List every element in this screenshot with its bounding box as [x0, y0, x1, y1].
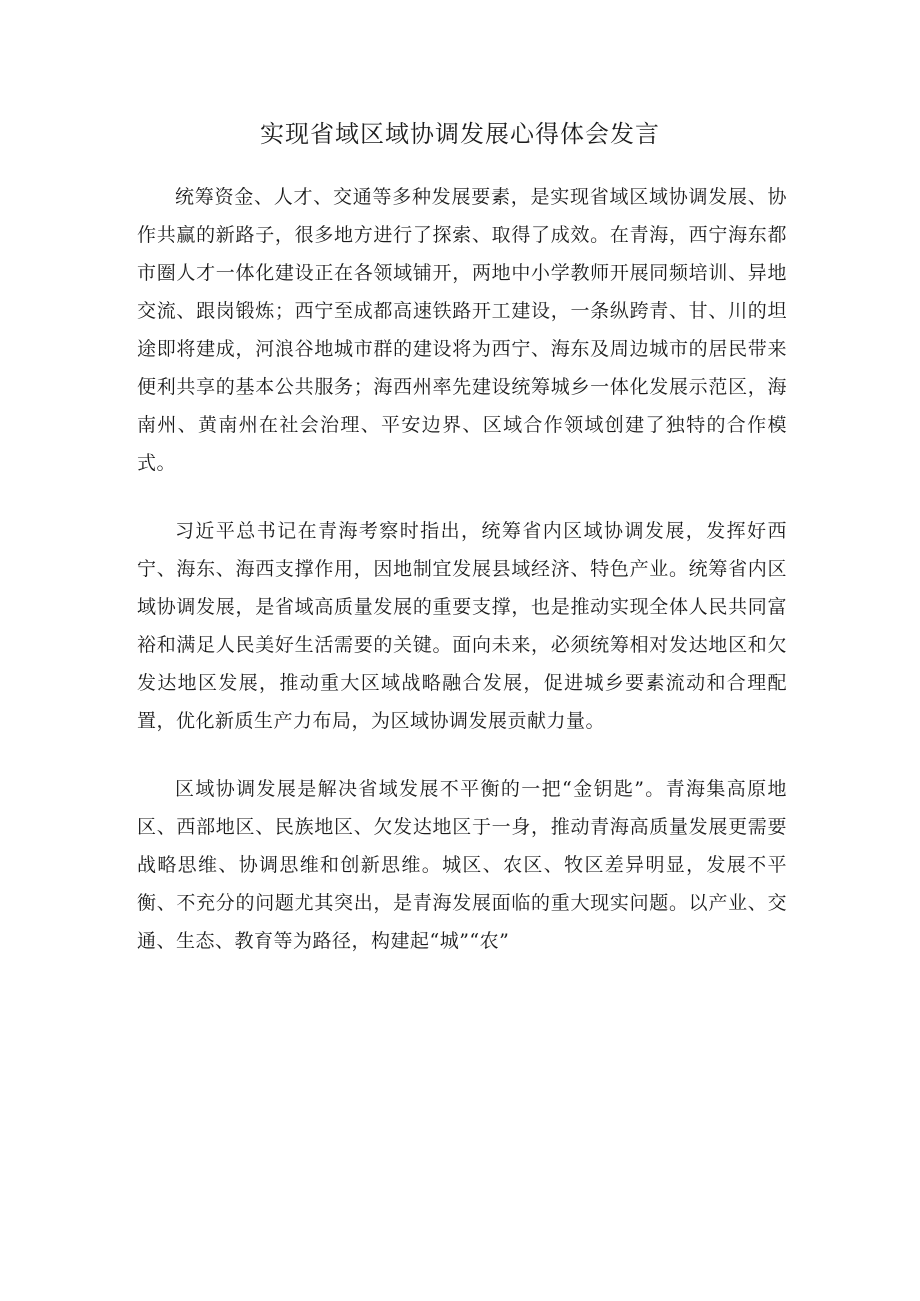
document-body — [137, 178, 787, 990]
document-title: 实现省域区域协调发展心得体会发言 — [260, 120, 660, 148]
paragraph-1: 统筹资金、人才、交通等多种发展要素，是实现省域区域协调发展、协作共赢的新路子，很多地方进行了探索、取得了成效。在青海，西宁海东都市圈人才一体化建设正在各领域铺开，两地中小学教师开展同频培训、异地交流、跟岗锻炼；西宁至成都高速铁路开工建设，一条纵跨青、甘、川的坦途即将建成，河浪谷地城市群的建设将为西宁、海东及周边城市的居民带来便利共享的基本公共服务；海西州率先建设统筹城乡一体化发展示范区，海南州、黄南州在社会治理、平安边界、区域合作领域创建了独特的合作模式。 — [137, 186, 787, 474]
paragraph-2: 习近平总书记在青海考察时指出，统筹省内区域协调发展，发挥好西宁、海东、海西支撑作用，因地制宜发展县域经济、特色产业。统筹省内区域协调发展，是省域高质量发展的重要支撑，也是推动实现全体人民共同富裕和满足人民美好生活需要的关键。面向未来，必须统筹相对发达地区和欠发达地区发展，推动重大区域战略融合发展，促进城乡要素流动和合理配置，优化新质生产力布局，为区域协调发展贡献力量。 — [137, 520, 787, 732]
paragraph-3: 区域协调发展是解决省域发展不平衡的一把“金钥匙”。青海集高原地区、西部地区、民族地区、欠发达地区于一身，推动青海高质量发展更需要战略思维、协调思维和创新思维。城区、农区、牧区差异明显，发展不平衡、不充分的问题尤其突出，是青海发展面临的重大现实问题。以产业、交通、生态、教育等为路径，构建起“城”“农” — [137, 778, 787, 952]
